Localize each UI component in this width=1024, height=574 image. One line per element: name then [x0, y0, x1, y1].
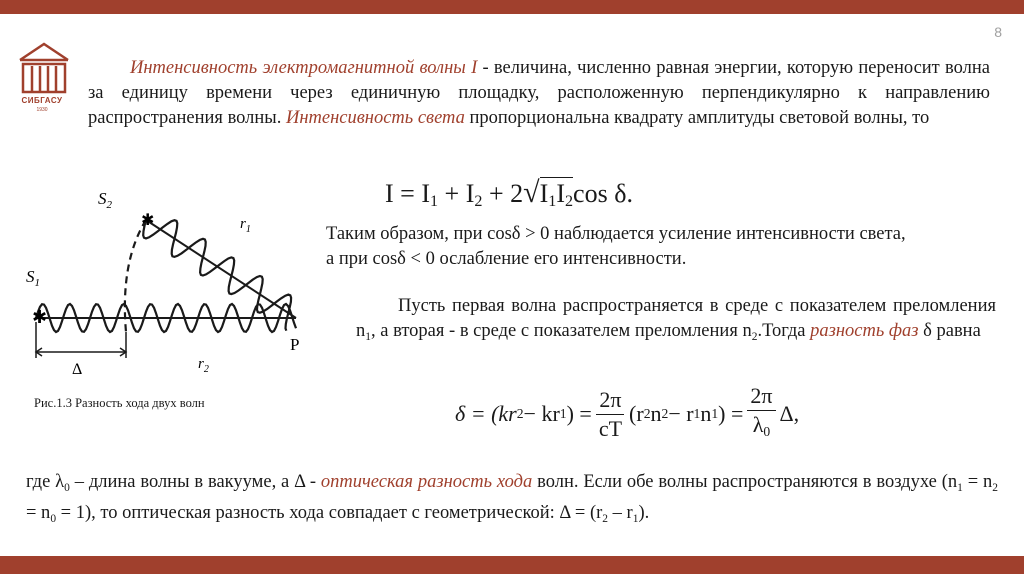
intensity-formula: $I = I_1 + I_2 + 2√I_1I_2\cos$ δ.	[385, 176, 633, 210]
svg-text:r2: $r_2$	[198, 356, 209, 375]
optical-path-text: где $\lambda_0$ – длина волны в вакууме, а Δ - оптическая разность хода волн. Если обе волны распространяются в воздухе $(n_1 = n_2 = n_0 = 1)$, то оптическая разность хода совпадает с геометрической: $\Delta = (r_2 - r_1)$.	[26, 472, 998, 525]
page-number: 8	[994, 24, 1002, 40]
wave-path-diagram	[24, 182, 324, 380]
logo-text: СИБГАСУ	[21, 96, 63, 105]
svg-text:Δ: Δ	[72, 361, 83, 378]
svg-text:r1: $r_1$	[240, 216, 251, 235]
figure-caption: Рис.1.3 Разность хода двух волн	[34, 396, 205, 410]
logo-year: 1930	[36, 107, 48, 113]
term-em-intensity: Интенсивность электромагнитной волны I	[130, 58, 478, 78]
bottom-accent-bar	[0, 556, 1024, 574]
term-light-intensity: Интенсивность света	[286, 108, 465, 128]
term-optical-path: оптическая разность хода	[320, 472, 533, 492]
svg-text:S1: $S_1$	[26, 267, 40, 289]
svg-text:P: P	[290, 335, 300, 354]
conclusion-text: Таким образом, при cosδ > 0 наблюдается усиление интенсивности света, а при cosδ < 0 ослабление его интенсивности.	[326, 224, 906, 269]
svg-text:S2: $S_2$	[98, 189, 112, 211]
point-s1: ✱	[32, 307, 48, 328]
wave-r1	[143, 220, 291, 331]
top-accent-bar	[0, 0, 1024, 14]
phase-difference-text: Пусть первая волна распространяется в среде с показателем преломления $n_1$, а вторая - в среде с показателем преломления $n_2.Тогда$ разность фаз δ равна	[356, 296, 996, 343]
term-phase-difference: разность фаз	[810, 321, 919, 341]
intensity-definition: Интенсивность электромагнитной волны I - величина, численно равная энергии, которую переносит волна за единицу времени через единичную площадку, расположенную перпендикулярно к направлению распространения волны. Интенсивность света пропорциональна квадрату амплитуды световой волны, то	[88, 58, 990, 128]
phase-formula: δ = (kr 2 − kr 1 ) = $\frac{2\pi}{cT}$ (r 2 n 2 − r 1 n 1 ) = $\frac{2\pi}{\lambda_0}$ Δ,	[455, 383, 800, 441]
point-s2: ✱	[141, 210, 155, 229]
